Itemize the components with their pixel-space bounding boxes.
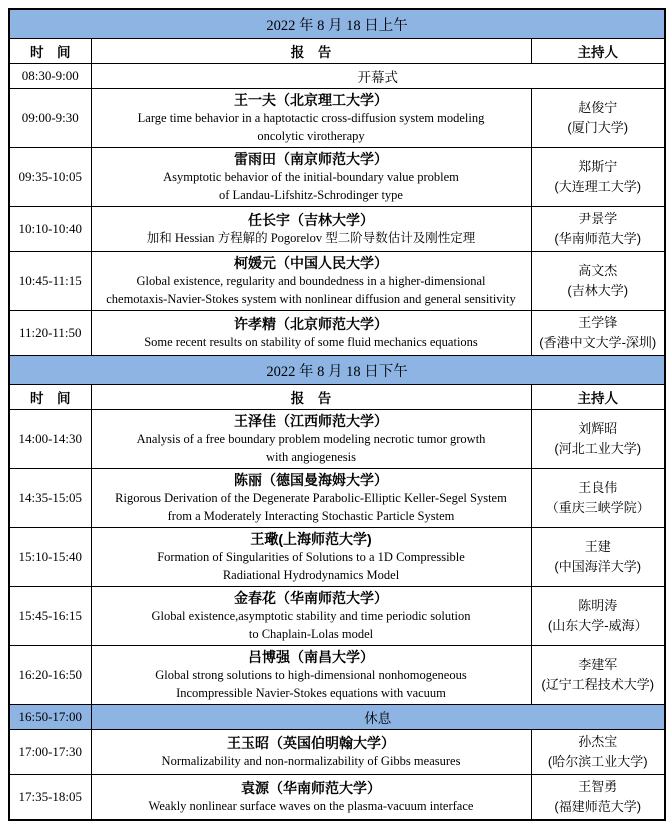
talk-title-line: Formation of Singularities of Solutions to a 1D Compressible	[157, 550, 465, 564]
chair-name: 王智勇	[578, 779, 618, 794]
table-row	[9, 646, 665, 705]
chair-cell	[531, 410, 665, 469]
table-row	[9, 587, 665, 646]
chair-affiliation: (山东大学-威海）	[547, 618, 648, 633]
chair-affiliation: (中国海洋大学)	[554, 559, 642, 574]
col-header-talk: 报 告	[91, 385, 531, 410]
speaker-name: 吕博强（南昌大学）	[248, 649, 374, 665]
talk-cell	[91, 730, 531, 775]
talk-cell	[91, 775, 531, 821]
talk-title-line: oncolytic virotherapy	[257, 128, 365, 143]
speaker-name: 任长宇（吉林大学）	[248, 211, 374, 228]
chair-cell	[531, 207, 665, 252]
chair-name: 赵俊宁	[578, 100, 618, 115]
speaker-name: 陈丽（德国曼海姆大学）	[234, 472, 388, 488]
table-row	[9, 469, 665, 528]
chair-affiliation: (华南师范大学)	[554, 231, 642, 246]
col-header-chair: 主持人	[531, 385, 665, 410]
break-label: 休息	[91, 705, 665, 730]
talk-title-line: Radiational Hydrodynamics Model	[222, 567, 400, 582]
column-header-row	[9, 385, 665, 410]
table-row	[9, 775, 665, 821]
table-row	[9, 410, 665, 469]
talk-cell	[91, 89, 531, 148]
chair-name: 王建	[584, 539, 611, 554]
chair-name: 陈明涛	[578, 598, 618, 613]
speaker-name: 许孝精（北京师范大学）	[234, 315, 388, 332]
chair-cell	[531, 148, 665, 207]
talk-title-line: Some recent results on stability of some fluid mechanics equations	[144, 334, 478, 349]
opening-ceremony-label: 开幕式	[91, 64, 665, 89]
time-cell: 14:35-15:05	[9, 469, 91, 528]
schedule-table	[8, 8, 666, 821]
chair-cell	[531, 775, 665, 821]
speaker-name: 王玉昭（英国伯明翰大学）	[227, 734, 395, 751]
session-title: 2022 年 8 月 18 日上午	[9, 9, 665, 39]
chair-name: 李建军	[578, 657, 618, 672]
speaker-name: 袁源（华南师范大学）	[241, 779, 381, 796]
chair-affiliation: (大连理工大学)	[554, 179, 642, 194]
talk-cell	[91, 528, 531, 587]
talk-title-line: of Landau-Lifshitz-Schrodinger type	[219, 187, 403, 202]
talk-cell	[91, 252, 531, 311]
speaker-name: 王一夫（北京理工大学）	[234, 92, 388, 108]
talk-title-line: Global strong solutions to high-dimensional nonhomogeneous	[155, 668, 467, 682]
chair-cell	[531, 252, 665, 311]
chair-affiliation: (辽宁工程技术大学)	[541, 677, 655, 692]
talk-title-line: Analysis of a free boundary problem modeling necrotic tumor growth	[136, 432, 486, 446]
time-cell: 15:10-15:40	[9, 528, 91, 587]
time-cell: 17:00-17:30	[9, 730, 91, 775]
time-cell: 17:35-18:05	[9, 775, 91, 821]
chair-name: 尹景学	[578, 211, 618, 226]
talk-cell	[91, 207, 531, 252]
chair-cell	[531, 311, 665, 356]
talk-title-line: Global existence,asymptotic stability and time periodic solution	[151, 609, 471, 623]
session-header-row	[9, 356, 665, 385]
time-cell: 14:00-14:30	[9, 410, 91, 469]
chair-cell	[531, 89, 665, 148]
table-row	[9, 148, 665, 207]
chair-affiliation: (哈尔滨工业大学)	[547, 754, 648, 769]
time-cell: 10:45-11:15	[9, 252, 91, 311]
table-row	[9, 89, 665, 148]
col-header-time: 时 间	[9, 39, 91, 64]
talk-title-line: Normalizability and non-normalizability of Gibbs measures	[161, 753, 461, 768]
talk-cell	[91, 469, 531, 528]
time-cell: 15:45-16:15	[9, 587, 91, 646]
session-title: 2022 年 8 月 18 日下午	[9, 356, 665, 385]
talk-title-line: from a Moderately Interacting Stochastic Particle System	[167, 508, 455, 523]
talk-title-line: Global existence, regularity and boundedness in a higher-dimensional	[136, 274, 486, 288]
talk-cell	[91, 410, 531, 469]
speaker-name: 金春花（华南师范大学）	[234, 590, 388, 606]
session-header-row	[9, 9, 665, 39]
opening-ceremony-row	[9, 64, 665, 89]
chair-name: 王良伟	[578, 480, 618, 495]
speaker-name: 王泽佳（江西师范大学）	[234, 413, 388, 429]
col-header-time: 时 间	[9, 385, 91, 410]
time-cell: 16:20-16:50	[9, 646, 91, 705]
table-row	[9, 528, 665, 587]
chair-name: 王学锋	[578, 315, 618, 330]
schedule-table-body	[9, 9, 665, 820]
break-row	[9, 705, 665, 730]
table-row	[9, 311, 665, 356]
table-row	[9, 730, 665, 775]
time-cell: 11:20-11:50	[9, 311, 91, 356]
chair-name: 刘辉昭	[578, 421, 618, 436]
talk-cell	[91, 311, 531, 356]
time-cell: 10:10-10:40	[9, 207, 91, 252]
talk-title-line: Weakly nonlinear surface waves on the plasma-vacuum interface	[148, 798, 474, 813]
column-header-row	[9, 39, 665, 64]
chair-affiliation: (吉林大学)	[567, 283, 629, 298]
chair-name: 孙杰宝	[578, 734, 618, 749]
chair-name: 高文杰	[578, 263, 618, 278]
talk-title-line: Incompressible Navier-Stokes equations with vacuum	[176, 685, 446, 700]
table-row	[9, 207, 665, 252]
speaker-name: 王璥(上海师范大学)	[250, 531, 372, 547]
chair-name: 郑斯宁	[578, 159, 618, 174]
chair-cell	[531, 528, 665, 587]
col-header-chair: 主持人	[531, 39, 665, 64]
talk-title-line: chemotaxis-Navier-Stokes system with nonlinear diffusion and general sensitivity	[106, 291, 516, 306]
time-cell: 16:50-17:00	[9, 705, 91, 730]
chair-cell	[531, 646, 665, 705]
talk-title-line: Rigorous Derivation of the Degenerate Parabolic-Elliptic Keller-Segel System	[115, 491, 507, 505]
talk-cell	[91, 587, 531, 646]
chair-affiliation: (河北工业大学)	[554, 441, 642, 456]
chair-cell	[531, 587, 665, 646]
talk-title-line: with angiogenesis	[266, 449, 356, 464]
col-header-talk: 报 告	[91, 39, 531, 64]
time-cell: 08:30-9:00	[9, 64, 91, 89]
chair-affiliation: （重庆三峡学院）	[545, 500, 650, 515]
talk-cell	[91, 148, 531, 207]
chair-affiliation: (厦门大学)	[567, 120, 629, 135]
time-cell: 09:00-9:30	[9, 89, 91, 148]
talk-title-line: Asymptotic behavior of the initial-boundary value problem	[163, 170, 459, 184]
talk-cell	[91, 646, 531, 705]
talk-title-line: 加和 Hessian 方程解的 Pogorelov 型二阶导数估计及刚性定理	[146, 230, 476, 245]
speaker-name: 雷雨田（南京师范大学）	[234, 151, 388, 167]
talk-title-line: Large time behavior in a haptotactic cross-diffusion system modeling	[137, 111, 485, 125]
time-cell: 09:35-10:05	[9, 148, 91, 207]
chair-affiliation: (福建师范大学)	[554, 799, 642, 814]
table-row	[9, 252, 665, 311]
chair-cell	[531, 469, 665, 528]
speaker-name: 柯媛元（中国人民大学）	[234, 255, 388, 271]
chair-affiliation: (香港中文大学-深圳)	[539, 335, 657, 350]
talk-title-line: to Chaplain-Lolas model	[248, 626, 374, 641]
chair-cell	[531, 730, 665, 775]
